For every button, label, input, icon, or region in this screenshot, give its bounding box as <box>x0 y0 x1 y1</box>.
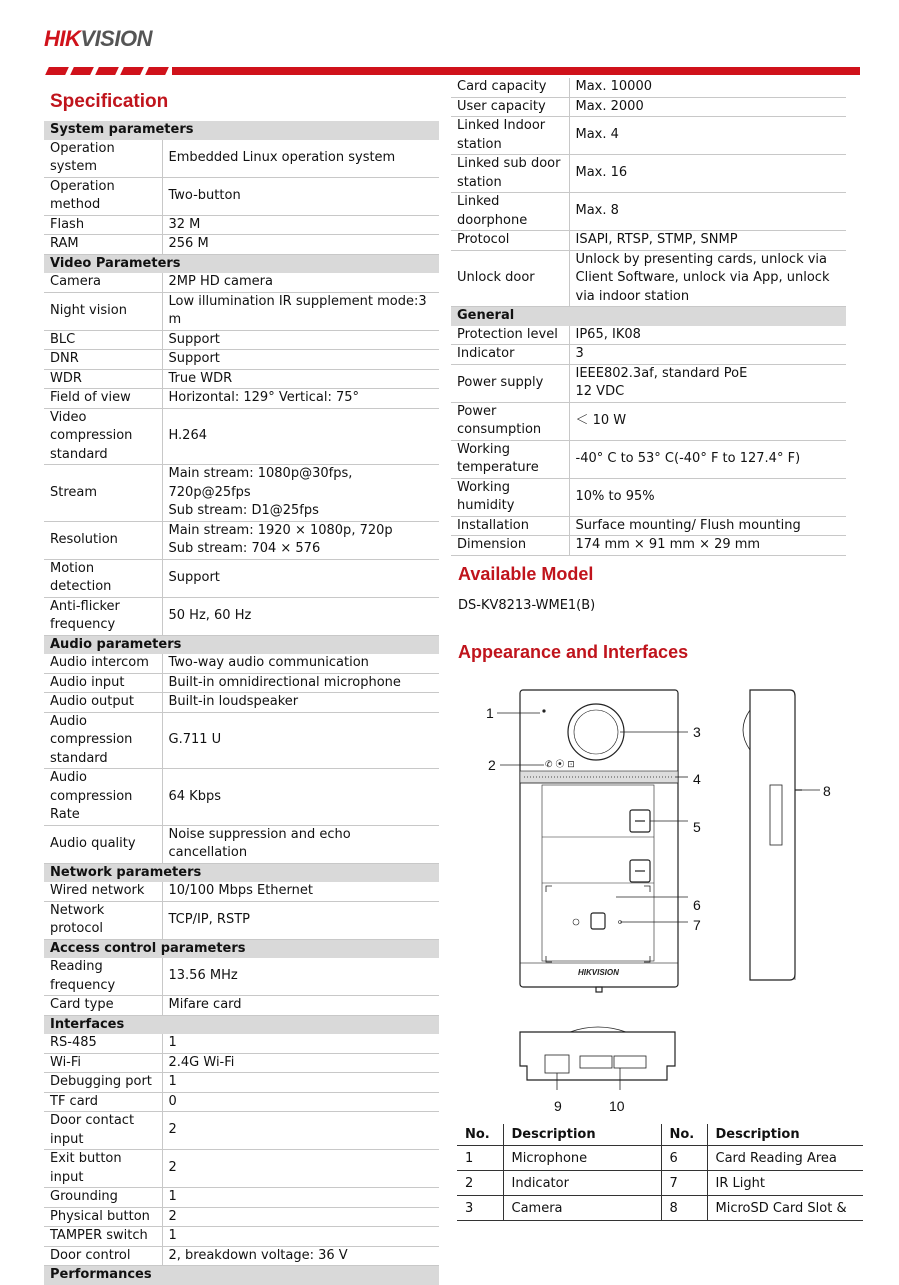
spec-value: Embedded Linux operation system <box>162 140 439 178</box>
spec-row <box>451 231 846 251</box>
section-title: General <box>451 307 846 326</box>
spec-key: Field of view <box>44 389 162 409</box>
spec-value: Mifare card <box>162 996 439 1016</box>
spec-row <box>44 882 439 901</box>
spec-key: Linked sub door station <box>451 155 569 193</box>
spec-row <box>451 402 846 440</box>
spec-value: Main stream: 1920 × 1080p, 720p Sub stream: 704 × 576 <box>162 521 439 559</box>
spec-value: Main stream: 1080p@30fps, 720p@25fps Sub stream: D1@25fps <box>162 465 439 522</box>
spec-value: 2.4G Wi-Fi <box>162 1053 439 1073</box>
spec-value: 32 M <box>162 215 439 235</box>
spec-row <box>44 235 439 255</box>
spec-key: User capacity <box>451 97 569 117</box>
spec-table-left <box>44 121 439 1285</box>
spec-row <box>451 440 846 478</box>
available-model-heading: Available Model <box>458 564 594 584</box>
spec-row <box>44 1188 439 1208</box>
col-header-no: No. <box>661 1124 707 1146</box>
spec-key: Installation <box>451 516 569 536</box>
spec-key: Anti-flicker frequency <box>44 597 162 635</box>
svg-text:10: 10 <box>609 1098 625 1114</box>
spec-key: Linked doorphone <box>451 193 569 231</box>
spec-key: WDR <box>44 369 162 389</box>
spec-key: Camera <box>44 273 162 292</box>
spec-row <box>44 465 439 522</box>
spec-row <box>44 177 439 215</box>
spec-row <box>44 140 439 178</box>
spec-row <box>44 958 439 996</box>
spec-key: Protocol <box>451 231 569 251</box>
spec-row <box>44 1053 439 1073</box>
spec-value: Max. 4 <box>569 117 846 155</box>
section-title: Video Parameters <box>44 254 439 273</box>
spec-key: TF card <box>44 1092 162 1112</box>
spec-row <box>451 478 846 516</box>
spec-row <box>44 825 439 863</box>
spec-key: Card capacity <box>451 78 569 97</box>
spec-row <box>44 521 439 559</box>
spec-key: RS-485 <box>44 1034 162 1053</box>
col-header-description: Description <box>503 1124 661 1146</box>
spec-row <box>44 1150 439 1188</box>
spec-value: 1 <box>162 1073 439 1093</box>
spec-value: 174 mm × 91 mm × 29 mm <box>569 536 846 556</box>
spec-row <box>451 345 846 365</box>
spec-row <box>44 1227 439 1247</box>
spec-value: 3 <box>569 345 846 365</box>
spec-value: Unlock by presenting cards, unlock via Client Software, unlock via App, unlock via indoor station <box>569 250 846 307</box>
table-row: 1 Microphone 6 Card Reading Area <box>457 1146 863 1171</box>
svg-text:7: 7 <box>693 917 701 933</box>
spec-row <box>44 769 439 826</box>
spec-value: 13.56 MHz <box>162 958 439 996</box>
spec-key: Flash <box>44 215 162 235</box>
spec-key: Dimension <box>451 536 569 556</box>
hikvision-logo: HIKVISION <box>44 26 152 51</box>
spec-key: Unlock door <box>451 250 569 307</box>
spec-value: Max. 16 <box>569 155 846 193</box>
spec-row <box>44 901 439 939</box>
spec-value: -40° C to 53° C(-40° F to 127.4° F) <box>569 440 846 478</box>
spec-value: 1 <box>162 1188 439 1208</box>
spec-value: Horizontal: 129° Vertical: 75° <box>162 389 439 409</box>
section-header <box>44 939 439 958</box>
spec-value: Max. 8 <box>569 193 846 231</box>
spec-key: Debugging port <box>44 1073 162 1093</box>
spec-value: 50 Hz, 60 Hz <box>162 597 439 635</box>
spec-key: Working temperature <box>451 440 569 478</box>
spec-row <box>44 215 439 235</box>
spec-row <box>44 1246 439 1266</box>
section-header <box>451 307 846 326</box>
section-header <box>44 863 439 882</box>
spec-value: Two-button <box>162 177 439 215</box>
section-header <box>44 121 439 140</box>
spec-key: Operation method <box>44 177 162 215</box>
side-view <box>743 690 802 980</box>
section-header <box>44 1266 439 1285</box>
spec-key: Power supply <box>451 364 569 402</box>
spec-row <box>44 330 439 350</box>
spec-key: Grounding <box>44 1188 162 1208</box>
spec-value: 2 <box>162 1112 439 1150</box>
spec-key: Operation system <box>44 140 162 178</box>
section-header <box>44 635 439 654</box>
spec-key: Wired network <box>44 882 162 901</box>
svg-text:1: 1 <box>486 705 494 721</box>
spec-key: Video compression standard <box>44 408 162 465</box>
spec-row <box>451 364 846 402</box>
spec-value: 2 <box>162 1150 439 1188</box>
svg-text:9: 9 <box>554 1098 562 1114</box>
table-row: 3 Camera 8 MicroSD Card Slot & <box>457 1196 863 1221</box>
spec-row <box>44 1112 439 1150</box>
section-title: Interfaces <box>44 1015 439 1034</box>
spec-row <box>451 536 846 556</box>
spec-key: Reading frequency <box>44 958 162 996</box>
spec-row <box>44 292 439 330</box>
spec-value: Support <box>162 559 439 597</box>
spec-row <box>44 559 439 597</box>
svg-text:3: 3 <box>693 724 701 740</box>
spec-key: Audio compression Rate <box>44 769 162 826</box>
spec-value: Built-in loudspeaker <box>162 693 439 713</box>
spec-row <box>44 273 439 292</box>
spec-value: Surface mounting/ Flush mounting <box>569 516 846 536</box>
spec-value: Support <box>162 350 439 370</box>
spec-row <box>44 712 439 769</box>
spec-row <box>451 193 846 231</box>
spec-key: Motion detection <box>44 559 162 597</box>
spec-key: RAM <box>44 235 162 255</box>
spec-value: Low illumination IR supplement mode:3 m <box>162 292 439 330</box>
spec-key: Network protocol <box>44 901 162 939</box>
svg-text:2: 2 <box>488 757 496 773</box>
spec-key: Door contact input <box>44 1112 162 1150</box>
spec-value: Max. 10000 <box>569 78 846 97</box>
spec-key: Indicator <box>451 345 569 365</box>
spec-key: TAMPER switch <box>44 1227 162 1247</box>
spec-key: DNR <box>44 350 162 370</box>
section-header <box>44 1015 439 1034</box>
spec-table-right <box>451 78 846 556</box>
spec-row <box>451 97 846 117</box>
spec-row <box>44 369 439 389</box>
spec-key: Exit button input <box>44 1150 162 1188</box>
col-header-no: No. <box>457 1124 503 1146</box>
section-title: System parameters <box>44 121 439 140</box>
spec-row <box>451 155 846 193</box>
spec-value: Two-way audio communication <box>162 654 439 673</box>
spec-value: 256 M <box>162 235 439 255</box>
section-title: Performances <box>44 1266 439 1285</box>
spec-row <box>44 673 439 693</box>
svg-text:6: 6 <box>693 897 701 913</box>
spec-value: Support <box>162 330 439 350</box>
spec-row <box>44 693 439 713</box>
spec-row <box>44 389 439 409</box>
spec-value: G.711 U <box>162 712 439 769</box>
spec-row <box>44 654 439 673</box>
spec-key: Door control <box>44 1246 162 1266</box>
spec-row <box>44 350 439 370</box>
spec-key: Stream <box>44 465 162 522</box>
section-title: Audio parameters <box>44 635 439 654</box>
svg-text:8: 8 <box>823 783 831 799</box>
spec-row <box>451 326 846 345</box>
device-diagram <box>440 670 880 1120</box>
section-title: Access control parameters <box>44 939 439 958</box>
spec-key: Night vision <box>44 292 162 330</box>
spec-key: Audio quality <box>44 825 162 863</box>
spec-key: Protection level <box>451 326 569 345</box>
spec-row <box>451 250 846 307</box>
svg-text:4: 4 <box>693 771 701 787</box>
spec-row <box>44 1034 439 1053</box>
spec-key: Physical button <box>44 1207 162 1227</box>
table-row: 2 Indicator 7 IR Light <box>457 1171 863 1196</box>
spec-value: TCP/IP, RSTP <box>162 901 439 939</box>
spec-key: Wi-Fi <box>44 1053 162 1073</box>
col-header-description: Description <box>707 1124 863 1146</box>
spec-value: Built-in omnidirectional microphone <box>162 673 439 693</box>
spec-value: 2, breakdown voltage: 36 V <box>162 1246 439 1266</box>
spec-value: 1 <box>162 1034 439 1053</box>
svg-text:✆ ⦿ ⊡: ✆ ⦿ ⊡ <box>545 760 575 770</box>
spec-value: 64 Kbps <box>162 769 439 826</box>
spec-key: Audio output <box>44 693 162 713</box>
spec-value: IP65, IK08 <box>569 326 846 345</box>
spec-row <box>451 117 846 155</box>
spec-value: True WDR <box>162 369 439 389</box>
spec-value: H.264 <box>162 408 439 465</box>
specification-heading: Specification <box>50 91 169 112</box>
spec-row <box>44 1207 439 1227</box>
section-header <box>44 254 439 273</box>
svg-text:HIKVISION: HIKVISION <box>578 968 619 977</box>
spec-key: Audio compression standard <box>44 712 162 769</box>
spec-value: 2 <box>162 1207 439 1227</box>
model-name: DS-KV8213-WME1(B) <box>458 598 596 613</box>
spec-key: Working humidity <box>451 478 569 516</box>
front-view <box>520 690 678 992</box>
interface-description-table <box>457 1124 863 1221</box>
spec-key: Audio input <box>44 673 162 693</box>
spec-row <box>44 1092 439 1112</box>
spec-key: Power consumption <box>451 402 569 440</box>
spec-key: Card type <box>44 996 162 1016</box>
bottom-view <box>520 1027 675 1080</box>
section-title: Network parameters <box>44 863 439 882</box>
spec-value: ISAPI, RTSP, STMP, SNMP <box>569 231 846 251</box>
svg-text:5: 5 <box>693 819 701 835</box>
spec-value: 0 <box>162 1092 439 1112</box>
spec-row <box>451 516 846 536</box>
spec-value: Max. 2000 <box>569 97 846 117</box>
spec-value: 1 <box>162 1227 439 1247</box>
spec-key: Audio intercom <box>44 654 162 673</box>
spec-value: 2MP HD camera <box>162 273 439 292</box>
spec-key: BLC <box>44 330 162 350</box>
spec-value: 10% to 95% <box>569 478 846 516</box>
spec-row <box>451 78 846 97</box>
spec-key: Linked Indoor station <box>451 117 569 155</box>
spec-row <box>44 597 439 635</box>
appearance-heading: Appearance and Interfaces <box>458 642 689 662</box>
spec-row <box>44 408 439 465</box>
spec-row <box>44 1073 439 1093</box>
spec-key: Resolution <box>44 521 162 559</box>
spec-value: Noise suppression and echo cancellation <box>162 825 439 863</box>
spec-row <box>44 996 439 1016</box>
spec-value: ＜ 10 W <box>569 402 846 440</box>
spec-value: IEEE802.3af, standard PoE 12 VDC <box>569 364 846 402</box>
spec-value: 10/100 Mbps Ethernet <box>162 882 439 901</box>
